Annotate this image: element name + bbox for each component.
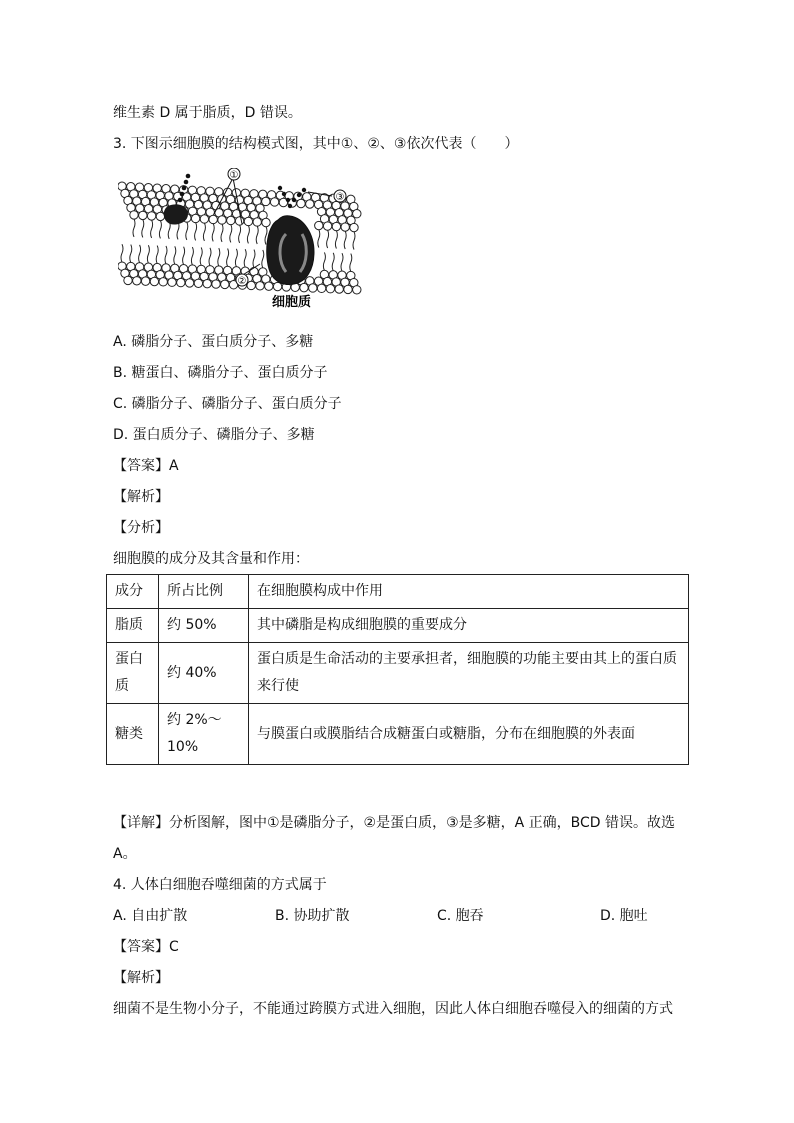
figure-caption-cytoplasm: 细胞质: [272, 295, 312, 310]
phospholipid-head: [130, 211, 138, 219]
phospholipid-head: [247, 281, 255, 289]
option-d: D. 蛋白质分子、磷脂分子、多糖: [113, 427, 315, 443]
phospholipid-head: [300, 283, 308, 291]
phospholipid-head: [235, 217, 243, 225]
phospholipid-head: [297, 199, 305, 207]
table-row: [107, 643, 689, 704]
detail-line-1: 【详解】分析图解，图中①是磷脂分子，②是蛋白质，③是多糖，A 正确，BCD 错误。故选: [113, 815, 676, 831]
cell-membrane-figure: [118, 168, 362, 314]
phospholipid-head: [256, 282, 264, 290]
q4-option-c: C. 胞吞: [437, 908, 484, 924]
phospholipid-head: [150, 277, 158, 285]
phospholipid-head: [265, 282, 273, 290]
table-header-row: [107, 575, 689, 609]
phospholipid-head: [185, 279, 193, 287]
table-cell: 蛋白质是生命活动的主要承担者，细胞膜的功能主要由其上的蛋白质来行使: [249, 643, 689, 704]
phospholipid-head: [244, 217, 252, 225]
phospholipid-head: [221, 280, 229, 288]
table-cell: 脂质: [107, 609, 159, 643]
phospholipid-head: [133, 277, 141, 285]
phospholipid-head: [227, 216, 235, 224]
table-cell: 糖类: [107, 704, 159, 765]
figure-label-1: ①: [229, 170, 239, 181]
phospholipid-head: [159, 278, 167, 286]
phospholipid-head: [306, 200, 314, 208]
phospholipid-head: [139, 211, 147, 219]
question-4-stem: 4. 人体白细胞吞噬细菌的方式属于: [113, 877, 327, 893]
phospholipid-head: [323, 222, 331, 230]
phospholipid-head: [209, 215, 217, 223]
table-row: [107, 704, 689, 765]
option-a: A. 磷脂分子、蛋白质分子、多糖: [113, 334, 314, 350]
phospholipid-head: [253, 218, 261, 226]
table-header-cell: 成分: [107, 575, 159, 609]
phospholipid-head: [344, 285, 352, 293]
detail-line-2: A。: [113, 846, 137, 862]
q4-option-b: B. 协助扩散: [275, 908, 350, 924]
analysis-heading-3: 【解析】: [113, 489, 169, 505]
phospholipid-head: [350, 223, 358, 231]
phospholipid-head: [262, 218, 270, 226]
table-intro: 细胞膜的成分及其含量和作用：: [113, 551, 309, 567]
analysis-line-bacteria: 细菌不是生物小分子，不能通过跨膜方式进入细胞，因此人体白细胞吞噬侵入的细菌的方式: [113, 1001, 673, 1017]
phospholipid-head: [177, 278, 185, 286]
phospholipid-head: [147, 212, 155, 220]
phospholipid-head: [341, 223, 349, 231]
option-c: C. 磷脂分子、磷脂分子、蛋白质分子: [113, 396, 342, 412]
phospholipid-head: [191, 214, 199, 222]
phospholipid-head: [317, 284, 325, 292]
phospholipid-head: [315, 221, 323, 229]
table-cell: 与膜蛋白或膜脂结合成糖蛋白或糖脂，分布在细胞膜的外表面: [249, 704, 689, 765]
phospholipid-head: [212, 280, 220, 288]
phospholipid-head: [332, 222, 340, 230]
option-b: B. 糖蛋白、磷脂分子、蛋白质分子: [113, 365, 328, 381]
phospholipid-head: [200, 215, 208, 223]
table-cell: 其中磷脂是构成细胞膜的重要成分: [249, 609, 689, 643]
phospholipid-head: [326, 285, 334, 293]
phospholipid-head: [124, 276, 132, 284]
table-cell: 约 2%～10%: [159, 704, 249, 765]
figure-label-2: ②: [237, 276, 247, 287]
phospholipid-head: [309, 284, 317, 292]
question-3-stem: 3. 下图示细胞膜的结构模式图，其中①、②、③依次代表（ ）: [113, 136, 519, 152]
table-row: [107, 609, 689, 643]
q4-option-d: D. 胞吐: [600, 908, 648, 924]
table-cell: 蛋白质: [107, 643, 159, 704]
phospholipid-head: [353, 286, 361, 294]
analysis-heading-4: 【解析】: [113, 970, 169, 986]
table-header-cell: 所占比例: [159, 575, 249, 609]
analysis-subheading: 【分析】: [113, 520, 169, 536]
phospholipid-head: [335, 285, 343, 293]
phospholipid-head: [156, 212, 164, 220]
phospholipid-head: [203, 279, 211, 287]
phospholipid-head: [273, 282, 281, 290]
table-cell: 约 50%: [159, 609, 249, 643]
answer-4: 【答案】C: [113, 939, 179, 955]
phospholipid-head: [194, 279, 202, 287]
q4-option-a: A. 自由扩散: [113, 908, 188, 924]
phospholipid-head: [141, 277, 149, 285]
phospholipid-head: [218, 216, 226, 224]
answer-3: 【答案】A: [113, 458, 179, 474]
phospholipid-head: [270, 198, 278, 206]
phospholipid-head: [168, 278, 176, 286]
figure-label-3: ③: [335, 192, 345, 203]
text-line-vitamin-d: 维生素 D 属于脂质，D 错误。: [113, 105, 302, 121]
membrane-composition-table: [106, 574, 689, 765]
table-header-cell: 在细胞膜构成中作用: [249, 575, 689, 609]
table-cell: 约 40%: [159, 643, 249, 704]
